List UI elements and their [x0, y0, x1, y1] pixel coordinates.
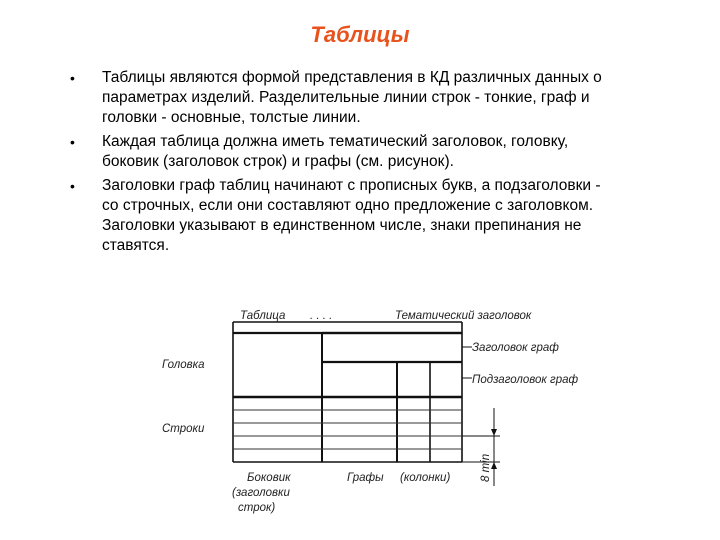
label-min-height: 8 min	[480, 453, 492, 482]
dimension-arrow	[491, 429, 497, 436]
label-bokovik: Боковик	[247, 472, 291, 484]
label-head: Головка	[162, 359, 205, 371]
label-bokovik-line2: (заголовки	[232, 487, 290, 499]
bullet-dot: •	[70, 178, 75, 194]
bullet-dot: •	[70, 70, 75, 86]
label-columns-paren: (колонки)	[400, 472, 451, 484]
label-rows: Строки	[162, 423, 205, 435]
bullet-text: Заголовки граф таблиц начинают с прописных букв, а подзаголовки - со строчных, если они составляют одно предложение с заголовком. Заголовки указывают в единственном числе, знаки препинания не ставятся.	[102, 177, 601, 254]
label-table: Таблица	[240, 310, 286, 322]
label-column-header: Заголовок граф	[472, 342, 559, 354]
label-theme: Тематический заголовок	[395, 310, 532, 322]
bullet-text: Таблицы являются формой представления в КД различных данных о параметрах изделий. Разделительные линии строк - тонкие, граф и головки - основные, толстые линии.	[102, 69, 602, 126]
bullet-dot: •	[70, 134, 75, 150]
label-columns: Графы	[347, 472, 384, 484]
label-bokovik-line3: строк)	[238, 502, 276, 514]
slide-title: Таблицы	[310, 22, 410, 47]
bullet-text: Каждая таблица должна иметь тематический заголовок, головку, боковик (заголовок строк) и графы (см. рисунок).	[102, 133, 569, 170]
label-dots: . . . .	[310, 310, 333, 322]
label-subheader: Подзаголовок граф	[472, 374, 579, 386]
